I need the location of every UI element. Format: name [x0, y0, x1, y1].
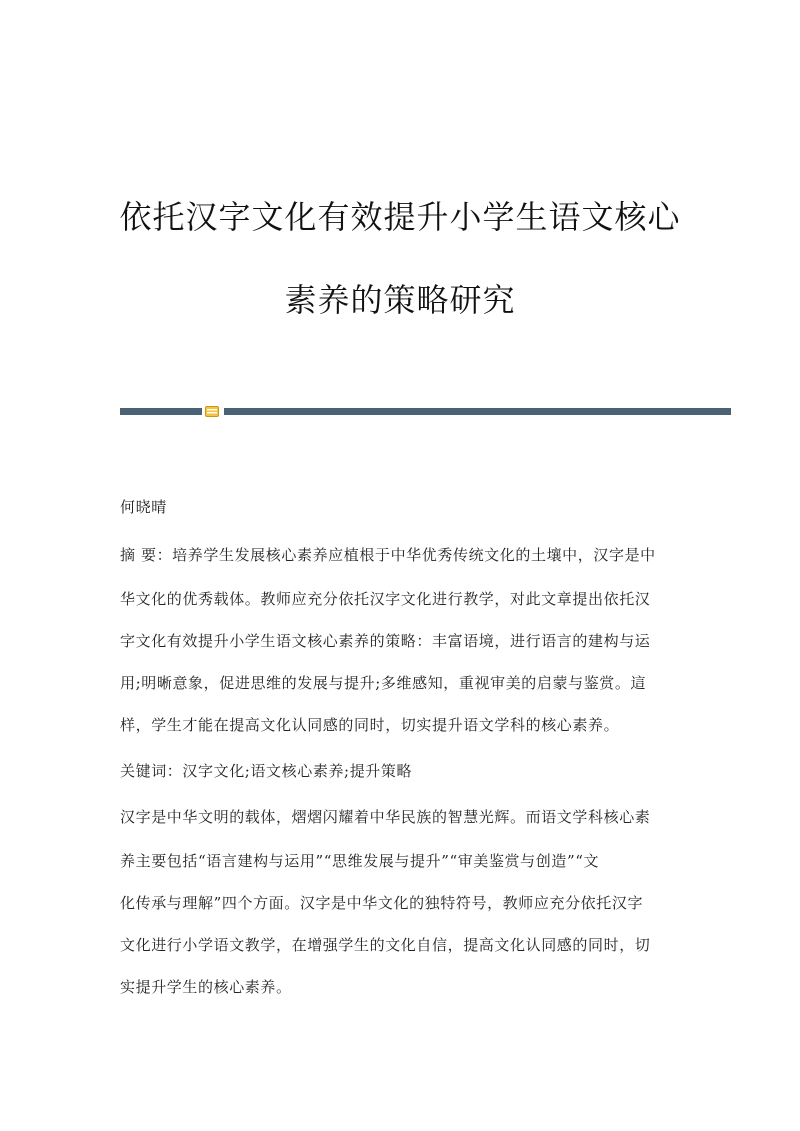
abstract-line: 摘 要：培养学生发展核心素养应植根于中华优秀传统文化的土壤中，汉字是中	[120, 546, 656, 564]
intro-line: 实提升学生的核心素养。	[120, 978, 292, 996]
abstract-line: 样，学生才能在提高文化认同感的同时，切实提升语文学科的核心素养。	[120, 716, 620, 734]
abstract-line: 华文化的优秀载体。教师应充分依托汉字文化进行教学，对此文章提出依托汉	[120, 590, 651, 608]
title-divider-right	[224, 408, 731, 415]
intro-line: 文化进行小学语文教学，在增强学生的文化自信，提高文化认同感的同时，切	[120, 936, 651, 954]
intro-line: 汉字是中华文明的载体，熠熠闪耀着中华民族的智慧光辉。而语文学科核心素	[120, 808, 651, 826]
document-icon	[205, 406, 219, 417]
abstract-line: 字文化有效提升小学生语文核心素养的策略：丰富语境，进行语言的建构与运	[120, 632, 651, 650]
keywords: 关键词：汉字文化;语文核心素养;提升策略	[120, 762, 413, 780]
title-divider-left	[120, 408, 202, 415]
intro-line: 化传承与理解”四个方面。汉字是中华文化的独特符号，教师应充分依托汉字	[120, 894, 644, 912]
author-name: 何晓晴	[120, 498, 167, 516]
page-title-line-2: 素养的策略研究	[284, 281, 516, 319]
page-title-line-1: 依托汉字文化有效提升小学生语文核心	[119, 198, 681, 236]
abstract-line: 用;明晰意象，促进思维的发展与提升;多维感知，重视审美的启蒙与鉴赏。這	[120, 674, 647, 692]
intro-line: 养主要包括“语言建构与运用”“思维发展与提升”“审美鉴赏与创造”“文	[120, 852, 600, 870]
